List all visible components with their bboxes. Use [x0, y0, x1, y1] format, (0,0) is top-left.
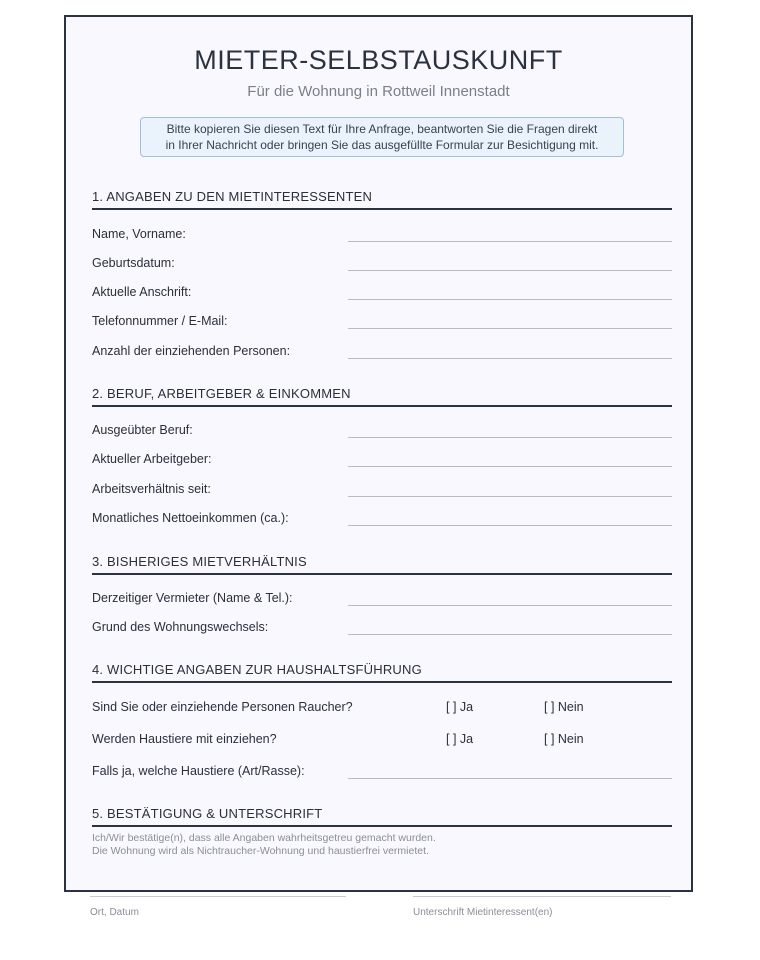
smoker-no-checkbox[interactable]: [ ] Nein: [544, 700, 584, 714]
field-label-persons: Anzahl der einziehenden Personen:: [92, 344, 291, 358]
field-label-income: Monatliches Nettoeinkommen (ca.):: [92, 511, 289, 525]
contact-field[interactable]: [348, 328, 672, 329]
section-title-employment: 2. BERUF, ARBEITGEBER & EINKOMMEN: [92, 386, 351, 401]
field-label-employer: Aktueller Arbeitgeber:: [92, 452, 212, 466]
section-divider: [92, 681, 672, 683]
field-label-employed-since: Arbeitsverhältnis seit:: [92, 482, 211, 496]
notice-line: Bitte kopieren Sie diesen Text für Ihre Anfrage, beantworten Sie die Fragen direkt: [166, 122, 598, 136]
employer-field[interactable]: [348, 466, 672, 467]
profession-field[interactable]: [348, 437, 672, 438]
income-field[interactable]: [348, 525, 672, 526]
section-divider: [92, 208, 672, 210]
section-divider: [92, 405, 672, 407]
smoker-yes-checkbox[interactable]: [ ] Ja: [446, 700, 474, 714]
field-label-pet-type: Falls ja, welche Haustiere (Art/Rasse):: [92, 764, 305, 778]
section-title-applicants: 1. ANGABEN ZU DEN MIETINTERESSENTEN: [92, 189, 373, 204]
confirmation-line: Ich/Wir bestätige(n), dass alle Angaben wahrheitsgetreu gemacht wurden.: [92, 832, 436, 844]
section-title-previous-tenancy: 3. BISHERIGES MIETVERHÄLTNIS: [92, 554, 307, 569]
instruction-notice: [140, 117, 624, 157]
section-divider: [92, 825, 672, 827]
name-field[interactable]: [348, 241, 672, 242]
field-label-landlord: Derzeitiger Vermieter (Name & Tel.):: [92, 591, 293, 605]
form-sheet: [64, 15, 693, 892]
moving-reason-field[interactable]: [348, 634, 672, 635]
field-label-profession: Ausgeübter Beruf:: [92, 423, 193, 437]
landlord-field[interactable]: [348, 605, 672, 606]
form-title: MIETER-SELBSTAUSKUNFT: [194, 45, 563, 75]
section-title-household: 4. WICHTIGE ANGABEN ZUR HAUSHALTSFÜHRUNG: [92, 662, 422, 677]
confirmation-text: [92, 832, 436, 858]
notice-line: in Ihrer Nachricht oder bringen Sie das ausgefüllte Formular zur Besichtigung mit.: [165, 138, 599, 152]
field-label-contact: Telefonnummer / E-Mail:: [92, 314, 228, 328]
section-divider: [92, 573, 672, 575]
field-label-address: Aktuelle Anschrift:: [92, 285, 192, 299]
field-label-name: Name, Vorname:: [92, 227, 186, 241]
field-label-birthdate: Geburtsdatum:: [92, 256, 175, 270]
field-label-moving-reason: Grund des Wohnungswechsels:: [92, 620, 269, 634]
employed-since-field[interactable]: [348, 496, 672, 497]
pet-type-field[interactable]: [348, 778, 672, 779]
signature-line[interactable]: [413, 896, 671, 897]
pets-yes-checkbox[interactable]: [ ] Ja: [446, 732, 474, 746]
birthdate-field[interactable]: [348, 270, 672, 271]
form-subtitle: Für die Wohnung in Rottweil Innenstadt: [247, 83, 510, 100]
section-title-confirmation: 5. BESTÄTIGUNG & UNTERSCHRIFT: [92, 806, 323, 821]
address-field[interactable]: [348, 299, 672, 300]
confirmation-line: Die Wohnung wird als Nichtraucher-Wohnung und haustierfrei vermietet.: [92, 845, 429, 857]
persons-field[interactable]: [348, 358, 672, 359]
place-date-label: Ort, Datum: [90, 907, 139, 918]
question-pets: Werden Haustiere mit einziehen?: [92, 732, 277, 746]
question-smoker: Sind Sie oder einziehende Personen Raucher?: [92, 700, 353, 714]
place-date-line[interactable]: [90, 896, 346, 897]
pets-no-checkbox[interactable]: [ ] Nein: [544, 732, 584, 746]
signature-label: Unterschrift Mietinteressent(en): [413, 907, 553, 918]
